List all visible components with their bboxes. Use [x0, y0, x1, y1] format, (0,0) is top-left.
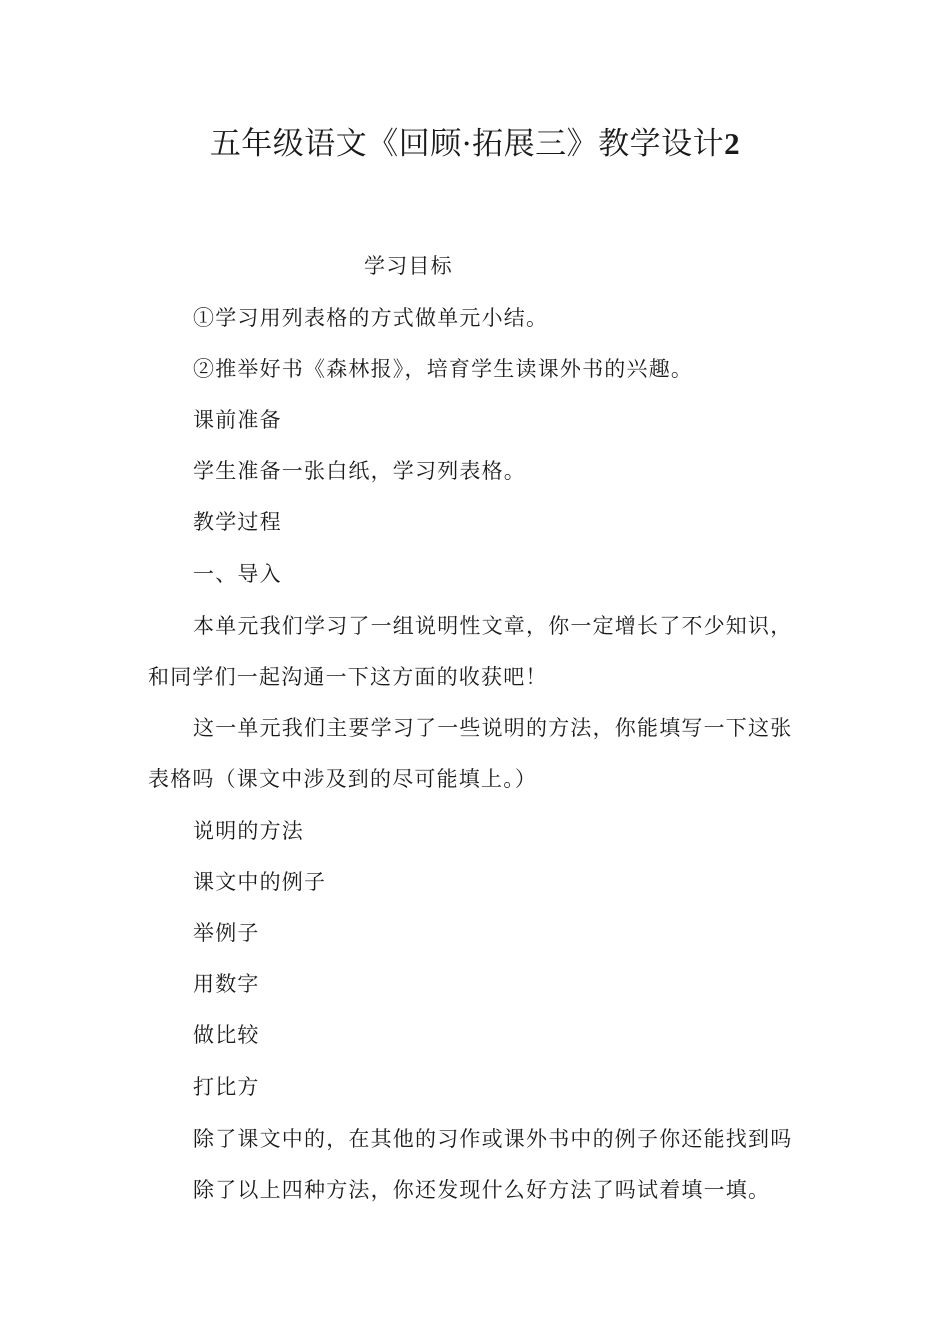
paragraph-intro-line-1: 本单元我们学习了一组说明性文章，你一定增长了不少知识， — [193, 614, 793, 638]
paragraph-table-line-1: 这一单元我们主要学习了一些说明的方法，你能填写一下这张 — [193, 716, 793, 740]
title-text: 五年级语文《回顾·拓展三》教学设计 — [209, 126, 725, 162]
table-header-method: 说明的方法 — [193, 819, 304, 843]
document-title — [0, 122, 950, 166]
method-item-example: 举例子 — [193, 921, 260, 945]
method-item-analogy: 打比方 — [193, 1075, 260, 1099]
paragraph-other-methods: 除了以上四种方法，你还发现什么好方法了吗试着填一填。 — [193, 1178, 771, 1202]
table-header-example: 课文中的例子 — [193, 870, 327, 894]
method-item-numbers: 用数字 — [193, 972, 260, 996]
paragraph-preparation: 学生准备一张白纸，学习列表格。 — [193, 459, 526, 483]
title-number: 2 — [724, 126, 741, 161]
paragraph-objective-2: ②推举好书《森林报》，培育学生读课外书的兴趣。 — [193, 357, 694, 381]
paragraph-table-line-2: 表格吗（课文中涉及到的尽可能填上。） — [148, 767, 538, 791]
heading-teaching-process: 教学过程 — [193, 510, 282, 534]
section-heading-objectives: 学习目标 — [364, 254, 453, 278]
heading-introduction: 一、导入 — [193, 562, 282, 586]
paragraph-other-examples: 除了课文中的，在其他的习作或课外书中的例子你还能找到吗 — [193, 1127, 793, 1151]
paragraph-intro-line-2: 和同学们一起沟通一下这方面的收获吧！ — [148, 665, 548, 689]
method-item-comparison: 做比较 — [193, 1023, 260, 1047]
heading-preparation: 课前准备 — [193, 408, 282, 432]
paragraph-objective-1: ①学习用列表格的方式做单元小结。 — [193, 306, 549, 330]
